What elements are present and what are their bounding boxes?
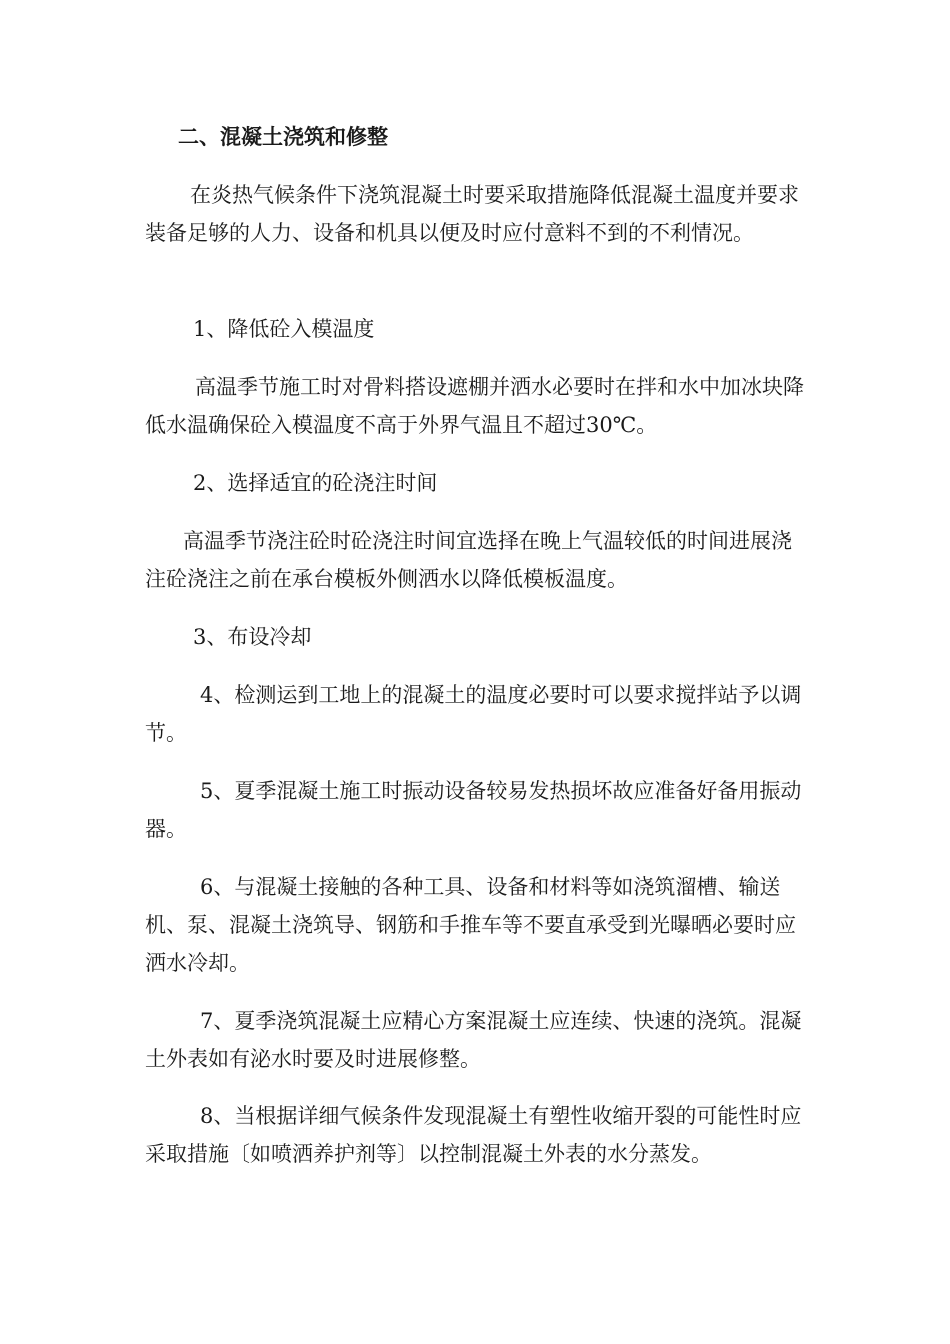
- paragraph-item-4: 4、检测运到工地上的混凝土的温度必要时可以要求搅拌站予以调节。: [145, 683, 802, 745]
- subheading-1: 1、降低砼入模温度: [193, 317, 375, 341]
- section-heading: 二、混凝土浇筑和修整: [178, 124, 388, 149]
- paragraph-2: 高温季节浇注砼时砼浇注时间宜选择在晚上气温较低的时间进展浇注砼浇注之前在承台模板外侧洒水以降低模板温度。: [145, 529, 792, 591]
- paragraph-intro: 在炎热气候条件下浇筑混凝土时要采取措施降低混凝土温度并要求装备足够的人力、设备和机具以便及时应付意料不到的不利情况。: [145, 183, 799, 245]
- paragraph-item-6: 6、与混凝土接触的各种工具、设备和材料等如浇筑溜槽、输送机、泵、混凝土浇筑导、钢筋和手推车等不要直承受到光曝晒必要时应洒水冷却。: [145, 875, 796, 975]
- paragraph-item-8: 8、当根据详细气候条件发现混凝土有塑性收缩开裂的可能性时应采取措施〔如喷洒养护剂等〕以控制混凝土外表的水分蒸发。: [145, 1104, 802, 1166]
- paragraph-item-7: 7、夏季浇筑混凝土应精心方案混凝土应连续、快速的浇筑。混凝土外表如有泌水时要及时进展修整。: [145, 1009, 802, 1071]
- paragraph-1: 高温季节施工时对骨料搭设遮棚并洒水必要时在拌和水中加冰块降低水温确保砼入模温度不高于外界气温且不超过30℃。: [145, 375, 804, 437]
- paragraph-item-5: 5、夏季混凝土施工时振动设备较易发热损坏故应准备好备用振动器。: [145, 779, 802, 841]
- subheading-2: 2、选择适宜的砼浇注时间: [193, 471, 438, 495]
- subheading-3: 3、布设冷却: [193, 625, 312, 649]
